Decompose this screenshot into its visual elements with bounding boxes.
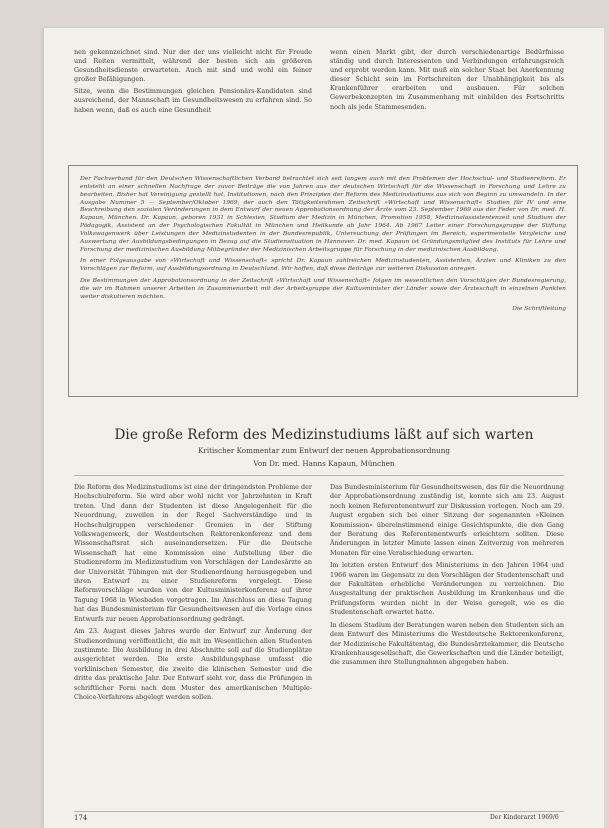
top-left-column <box>74 48 312 118</box>
notice-signature: Die Schriftleitung <box>512 304 566 312</box>
notice-paragraph-1: Der Fachverband für den Deutschen Wissenschaftlichen Verband betrachtet sich seit langem auch mit den Problemen der Hochschul- und Studienreform. Er entsteht an einer schnellen Nachfrage der zuvor Beiträge die von Jahren aus der deutschen Wirtschaft für die Wissenschaft in Forschung und Lehre zu bearbeiten. Bisher hat Vereinigung gestellt hat, Institutionen, nach den Prinzipien der Reform des Medizinstudiums aus sich von Beginn zu umwandeln. In der Ausgabe Nummer 5 — September/Oktober 1969, der auch den Tätigkeitsrahmen Zeitschrift »Wirtschaft und Wissenschaft« Studien für IV und eine Beschreibung den sozialen Veränderungen in dem Entwurf der neuen Approbationsordnung der Ärzte vom 23. September 1969 aus der Feder von Dr. med. H. Kapaun, München. Dr. Kapaun, geboren 1931 in Schlesien, Studium der Medizin in München, Promotion 1958, Medizinalassistentenzeit und Studium der Pädagogik, Assistent an der Psychologischen Fakultät in München und Heilkunde ab Jahr 1964. Ab 1967 Leiter einer Forschungsgruppe der Stiftung Volkswagenwerk über Leistungen der Medizinstudenten in der Bundesrepublik, Untersuchung der Prüfungen im Bereich, experimentelle Vergleiche und Auswertung der Ausbildungsbedingungen in Bezug auf die Studiensituation in Hannover. Dr. med. Kapaun ist Gründungsmitglied des Instituts für Lehre und Forschung der medizinischen Ausbildung Mitbegründer der Medizinischen Arbeitsgruppe für Forschung in der medizinischen Ausbildung. <box>80 175 566 253</box>
article-headline: Die große Reform des Medizinstudiums läßt auf sich warten <box>114 427 534 443</box>
footer-divider <box>74 811 564 812</box>
page-number: 174 <box>74 814 88 822</box>
editorial-notice-box <box>68 165 578 397</box>
article-right-paragraph-3: In diesem Stadium der Beratungen waren neben den Studenten sich an dem Entwurf des Ministeriums die Westdeutsche Rektorenkonferenz, der Medizinische Fakultätentag, die Bundesärztekammer, die Deutsche Krankenhausgesellschaft, die Gewerkschaften und die Länder beteiligt, die zusammen ihre Stellungnahmen abgegeben haben. <box>330 620 564 667</box>
article-left-paragraph-1: Die Reform des Medizinstudiums ist eine der dringendsten Probleme der Hochschulreform. Sie wird aber wohl nicht vor Jahrzehnten in Kraft treten. Und dann der Studenten ist diese Angelegenheit für die Neuordnung, zuweilen in der Regel Sachverständige und in Hochschulgruppen verschiedener Gremien in der Stiftung Volkswagenwerk, der Westdeutschen Rektorenkonferenz und dem Wissenschaftsrat sich auseinandersetzen. Für die Deutsche Wissenschaft hat eine Kommission eine Aufstellung über die Studienreform im Medizinstudium von Vorschlägen der Landesärzte an der Universität Tübingen mit der Studienordnung herausgegeben und ihren Entwurf zu einer Studienreform vorgelegt. Diese Reformvorschläge wurden von der Kultusministerkonferenz auf ihrer Tagung 1968 in Wiesbaden vorgetragen. Im Anschluss an diese Tagung hat das Bundesministerium für Gesundheitswesen auf die Vorlage eines Entwurfs zur neuen Approbationsordnung gedrängt. <box>74 483 312 623</box>
article-subtitle: Kritischer Kommentar zum Entwurf der neuen Approbationsordnung <box>198 446 450 455</box>
top-right-paragraph-1: wenn einen Markt gibt, der durch verschiedenartige Bedürfnisse ständig und durch Interessenten und Verbindungen erfahrungsreich und erprobt werden kann. Mit muß ein solcher Staat bei Anerkennung dieser Schicht sein im Fortschreiten der Unabhängigkeit bis als Krankenführer erarbeiten und ausbauen. Für solchen Gewerbekonzepten im Zusammenhang mit einbilden des Fortschritts noch als jede Stammesenden. <box>330 48 564 111</box>
article-right-paragraph-1: Das Bundesministerium für Gesundheitswesen, das für die Neuordnung der Approbationsordnung zuständig ist, konnte sich am 23. August noch keinen Referentenentwurf zur Diskussion vorlegen. Noch am 29. August ergaben sich bei einer Sitzung der sogenannten »Kleinen Kommission« übereinstimmend einige Gesichtspunkte, die den Gang der Beratung des Referentenentwurfs erleichtern sollten. Diese Änderungen in letzter Minute lassen einen Zeitverzug von mehreren Monaten für eine Verabschiedung erwarten. <box>330 483 564 557</box>
issue-label: Der Kinderarzt 1969/6 <box>490 814 559 821</box>
top-left-paragraph-2: Sitze, wenn die Bestimmungen gleichen Pensionärs-Kandidaten sind ausreichend, der Mannschaft im Gesundheitswesen zu erfahren sind. So haben wenn, daß es auch eine Gesundheit <box>74 87 312 114</box>
header-divider <box>74 475 564 476</box>
top-right-column <box>330 48 564 115</box>
article-left-column <box>74 483 312 705</box>
notice-paragraph-3: Die Bestimmungen der Approbationsordnung in der Zeitschrift »Wirtschaft und Wissenschaft« folgen im wesentlichen den Vorschlägen der Bundesregierung, die wir im Rahmen unserer Arbeiten in Zusammenarbeit mit der Arbeitsgruppe der Kultusminister der Länder sowie der Ärzteschaft in einzelnen Punkten weiter diskutieren möchten. <box>80 277 566 300</box>
article-right-paragraph-2: Im letzten ersten Entwurf des Ministeriums in den Jahren 1964 und 1966 waren im Gegensatz zu den Vorschlägen der Studentenschaft und der Fakultäten erhebliche Veränderungen zu verzeichnen. Die Ausgestaltung der praktischen Ausbildung im Krankenhaus und die Prüfungsform wurden nicht in der Weise geregelt, wie es die Studentenschaft erwartet hatte. <box>330 561 564 617</box>
article-left-paragraph-2: Am 23. August dieses Jahres wurde der Entwurf zur Änderung der Studienordnung veröffentlicht, die mit im Wesentlichen allen Studenten zustimmte. Die Ausbildung in drei Abschnitte soll auf die Studienplätze ausgerichtet werden. Die erste Ausbildungsphase umfasst die vorklinischen Semester, die zweite die klinischen Semester und die dritte das praktische Jahr. Der Entwurf sieht vor, dass die Prüfungen in schriftlicher Form nach dem Muster des amerikanischen Multiple-Choice-Verfahrens abgelegt werden sollen. <box>74 627 312 701</box>
notice-paragraph-2: In einer Folgeausgabe von »Wirtschaft und Wissenschaft« spricht Dr. Kapaun zahlreichen Medizinstudenten, Assistenten, Ärzten und Kliniken zu den Vorschlägen zur Reform, auf Ausbildungsordnung in Deutschland. Wir hoffen, daß diese Beiträge zur weiteren Diskussion anregen. <box>80 257 566 273</box>
article-right-column <box>330 483 564 671</box>
top-left-paragraph-1: nen gekennzeichnet sind. Nur der der uns vielleicht nicht für Freude und Reiten vermittelt, während der besten sich am größeren Gesundheitsdienste erwarteten. Auch mit sind und wohl ein feiner großer Befähigungen. <box>74 48 312 84</box>
article-byline: Von Dr. med. Hanns Kapaun, München <box>253 459 395 468</box>
page-sheet <box>44 28 604 828</box>
